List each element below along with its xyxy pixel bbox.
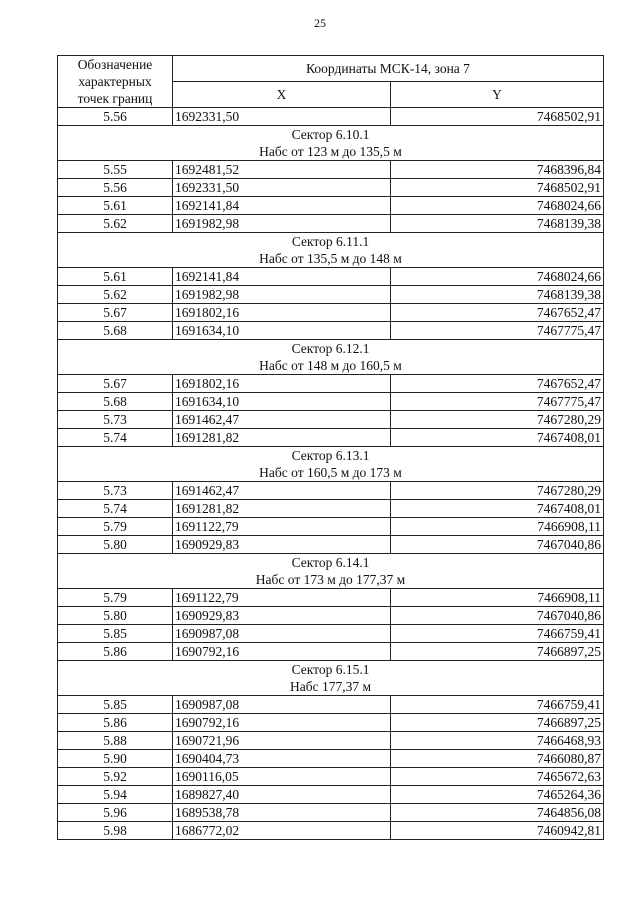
y-cell: 7466468,93 xyxy=(391,732,604,750)
sector-title: Сектор 6.12.1 xyxy=(291,341,370,356)
x-cell: 1691122,79 xyxy=(173,589,391,607)
y-cell: 7467408,01 xyxy=(391,429,604,447)
y-cell: 7467040,86 xyxy=(391,536,604,554)
x-cell: 1691634,10 xyxy=(173,322,391,340)
header-point-line-1: Обозначение xyxy=(77,57,153,72)
header-point-line-2: характерных xyxy=(78,74,152,89)
x-cell: 1691802,16 xyxy=(173,304,391,322)
table-row xyxy=(58,518,604,536)
y-cell: 7468024,66 xyxy=(391,268,604,286)
point-cell: 5.98 xyxy=(58,822,173,840)
x-cell: 1691281,82 xyxy=(173,500,391,518)
y-cell: 7467040,86 xyxy=(391,607,604,625)
point-cell: 5.94 xyxy=(58,786,173,804)
x-cell: 1692331,50 xyxy=(173,108,391,126)
x-cell: 1691462,47 xyxy=(173,411,391,429)
page-number: 25 xyxy=(314,16,326,30)
table-row xyxy=(58,536,604,554)
table-row xyxy=(58,714,604,732)
sector-header xyxy=(58,661,604,696)
table-header xyxy=(58,56,604,108)
y-cell: 7467775,47 xyxy=(391,393,604,411)
x-cell: 1689827,40 xyxy=(173,786,391,804)
point-cell: 5.79 xyxy=(58,589,173,607)
sector-title: Сектор 6.10.1 xyxy=(291,127,370,142)
y-cell: 7468502,91 xyxy=(391,179,604,197)
y-cell: 7467280,29 xyxy=(391,482,604,500)
table-row xyxy=(58,482,604,500)
sector-title: Сектор 6.14.1 xyxy=(291,555,370,570)
x-cell: 1690929,83 xyxy=(173,607,391,625)
point-cell: 5.62 xyxy=(58,286,173,304)
y-cell: 7468502,91 xyxy=(391,108,604,126)
x-cell: 1690721,96 xyxy=(173,732,391,750)
x-cell: 1690792,16 xyxy=(173,714,391,732)
point-cell: 5.67 xyxy=(58,375,173,393)
table-row xyxy=(58,768,604,786)
y-cell: 7468139,38 xyxy=(391,215,604,233)
point-cell: 5.80 xyxy=(58,536,173,554)
x-cell: 1690404,73 xyxy=(173,750,391,768)
sector-height-range: Набс от 173 м до 177,37 м xyxy=(255,572,406,587)
y-cell: 7466759,41 xyxy=(391,696,604,714)
point-cell: 5.88 xyxy=(58,732,173,750)
sector-height-range: Набс от 135,5 м до 148 м xyxy=(259,251,402,266)
y-cell: 7467775,47 xyxy=(391,322,604,340)
y-cell: 7465672,63 xyxy=(391,768,604,786)
sector-header xyxy=(58,340,604,375)
x-cell: 1691802,16 xyxy=(173,375,391,393)
table-row xyxy=(58,286,604,304)
y-cell: 7466759,41 xyxy=(391,625,604,643)
sector-header-row xyxy=(58,447,604,482)
y-cell: 7466897,25 xyxy=(391,643,604,661)
point-cell: 5.73 xyxy=(58,482,173,500)
point-cell: 5.68 xyxy=(58,322,173,340)
sector-title: Сектор 6.13.1 xyxy=(291,448,370,463)
table-row xyxy=(58,804,604,822)
x-cell: 1691122,79 xyxy=(173,518,391,536)
y-cell: 7466908,11 xyxy=(391,589,604,607)
y-cell: 7467652,47 xyxy=(391,304,604,322)
point-cell: 5.55 xyxy=(58,161,173,179)
header-y: Y xyxy=(391,82,604,108)
point-cell: 5.85 xyxy=(58,625,173,643)
point-cell: 5.90 xyxy=(58,750,173,768)
table-row xyxy=(58,750,604,768)
y-cell: 7467408,01 xyxy=(391,500,604,518)
table-row xyxy=(58,268,604,286)
point-cell: 5.67 xyxy=(58,304,173,322)
table-row xyxy=(58,625,604,643)
header-point-designation xyxy=(58,56,173,108)
point-cell: 5.85 xyxy=(58,696,173,714)
sector-header-row xyxy=(58,554,604,589)
sector-header-row xyxy=(58,340,604,375)
sector-height-range: Набс 177,37 м xyxy=(289,679,372,694)
point-cell: 5.61 xyxy=(58,197,173,215)
x-cell: 1692481,52 xyxy=(173,161,391,179)
y-cell: 7467280,29 xyxy=(391,411,604,429)
x-cell: 1691281,82 xyxy=(173,429,391,447)
x-cell: 1691634,10 xyxy=(173,393,391,411)
table-row xyxy=(58,607,604,625)
x-cell: 1691462,47 xyxy=(173,482,391,500)
y-cell: 7468024,66 xyxy=(391,197,604,215)
table-row xyxy=(58,375,604,393)
sector-header xyxy=(58,126,604,161)
y-cell: 7464856,08 xyxy=(391,804,604,822)
sector-header-row xyxy=(58,661,604,696)
point-cell: 5.62 xyxy=(58,215,173,233)
table-body xyxy=(58,108,604,840)
table-row xyxy=(58,822,604,840)
sector-header xyxy=(58,233,604,268)
point-cell: 5.92 xyxy=(58,768,173,786)
point-cell: 5.56 xyxy=(58,108,173,126)
sector-header xyxy=(58,447,604,482)
x-cell: 1690987,08 xyxy=(173,625,391,643)
point-cell: 5.56 xyxy=(58,179,173,197)
y-cell: 7468139,38 xyxy=(391,286,604,304)
x-cell: 1691982,98 xyxy=(173,286,391,304)
sector-height-range: Набс от 148 м до 160,5 м xyxy=(259,358,402,373)
table-row xyxy=(58,500,604,518)
y-cell: 7468396,84 xyxy=(391,161,604,179)
x-cell: 1692331,50 xyxy=(173,179,391,197)
table-row xyxy=(58,393,604,411)
x-cell: 1690116,05 xyxy=(173,768,391,786)
point-cell: 5.61 xyxy=(58,268,173,286)
sector-height-range: Набс от 123 м до 135,5 м xyxy=(259,144,402,159)
x-cell: 1686772,02 xyxy=(173,822,391,840)
point-cell: 5.68 xyxy=(58,393,173,411)
table-row xyxy=(58,411,604,429)
table-row xyxy=(58,108,604,126)
point-cell: 5.86 xyxy=(58,714,173,732)
point-cell: 5.80 xyxy=(58,607,173,625)
x-cell: 1690987,08 xyxy=(173,696,391,714)
sector-height-range: Набс от 160,5 м до 173 м xyxy=(259,465,402,480)
sector-header-row xyxy=(58,233,604,268)
point-cell: 5.74 xyxy=(58,429,173,447)
sector-title: Сектор 6.11.1 xyxy=(291,234,370,249)
table-row xyxy=(58,161,604,179)
table-row xyxy=(58,786,604,804)
y-cell: 7466897,25 xyxy=(391,714,604,732)
x-cell: 1689538,78 xyxy=(173,804,391,822)
table-row xyxy=(58,179,604,197)
header-coordinate-system: Координаты МСК-14, зона 7 xyxy=(173,56,604,82)
table-row xyxy=(58,732,604,750)
point-cell: 5.86 xyxy=(58,643,173,661)
sector-header xyxy=(58,554,604,589)
sector-header-row xyxy=(58,126,604,161)
y-cell: 7467652,47 xyxy=(391,375,604,393)
table-row xyxy=(58,643,604,661)
y-cell: 7466908,11 xyxy=(391,518,604,536)
coordinates-table xyxy=(57,55,604,840)
x-cell: 1692141,84 xyxy=(173,197,391,215)
table-row xyxy=(58,696,604,714)
point-cell: 5.74 xyxy=(58,500,173,518)
point-cell: 5.79 xyxy=(58,518,173,536)
table-row xyxy=(58,215,604,233)
table-row xyxy=(58,322,604,340)
sector-title: Сектор 6.15.1 xyxy=(291,662,370,677)
table-row xyxy=(58,429,604,447)
x-cell: 1692141,84 xyxy=(173,268,391,286)
table-row xyxy=(58,589,604,607)
table-row xyxy=(58,304,604,322)
x-cell: 1690929,83 xyxy=(173,536,391,554)
y-cell: 7465264,36 xyxy=(391,786,604,804)
y-cell: 7466080,87 xyxy=(391,750,604,768)
y-cell: 7460942,81 xyxy=(391,822,604,840)
x-cell: 1690792,16 xyxy=(173,643,391,661)
table-row xyxy=(58,197,604,215)
header-x: X xyxy=(173,82,391,108)
x-cell: 1691982,98 xyxy=(173,215,391,233)
point-cell: 5.96 xyxy=(58,804,173,822)
point-cell: 5.73 xyxy=(58,411,173,429)
header-point-line-3: точек границ xyxy=(77,91,153,106)
